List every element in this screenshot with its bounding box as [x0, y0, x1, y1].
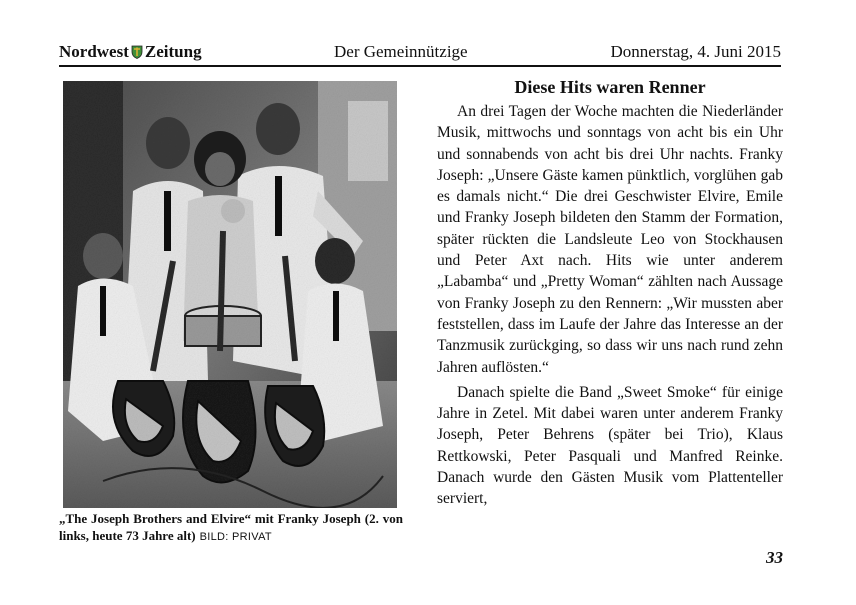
article-headline: Diese Hits waren Renner — [514, 77, 706, 97]
masthead-left: Nordwest — [59, 42, 129, 61]
coat-of-arms-icon — [131, 45, 143, 59]
photo-caption — [59, 510, 403, 546]
masthead-right: Zeitung — [144, 42, 202, 61]
newspaper-masthead — [59, 42, 202, 62]
header-rule — [59, 65, 781, 67]
caption-text: „The Joseph Brothers and Elvire“ mit Franky Joseph (2. von links, heute 73 Jahre alt) — [59, 511, 403, 543]
band-photo — [63, 81, 397, 508]
article-paragraph: Danach spielte die Band „Sweet Smoke“ für einige Jahre in Zetel. Mit dabei waren unter anderem Franky Joseph, Peter Behrens (später bei Trio), Klaus Rettkowski, Peter Pasquali und Manfred Reinke. Danach wurde den Gästen Musik vom Plattenteller serviert, — [437, 383, 783, 508]
page-header — [59, 42, 781, 64]
issue-date: Donnerstag, 4. Juni 2015 — [610, 42, 781, 61]
article-body — [437, 101, 783, 514]
section-title: Der Gemeinnützige — [334, 42, 468, 61]
article-paragraph: An drei Tagen der Woche machten die Niederländer Musik, mittwochs und sonntags von acht bis ein Uhr und sonnabends von acht bis drei Uhr nachts. Franky Joseph: „Unsere Gäste kamen pünktlich, vorglühen gab es damals nicht.“ Die drei Geschwister Elvire, Emile und Franky Joseph bildeten den Stamm der Formation, später rückten die Landsleute Leo von Stockhausen und Peter Axt nach. Hits wie unter anderem „Labamba“ und „Pretty Woman“ zählten nach Aussage von Franky Joseph zu den Rennern: „Wir mussten aber feststellen, dass im Laufe der Jahre das Interesse an der Tanzmusik zurückging, so dass wir uns nach rund zehn Jahren auflösten.“ — [437, 103, 783, 376]
page-number: 33 — [766, 548, 783, 567]
photo-credit: BILD: PRIVAT — [199, 531, 272, 543]
